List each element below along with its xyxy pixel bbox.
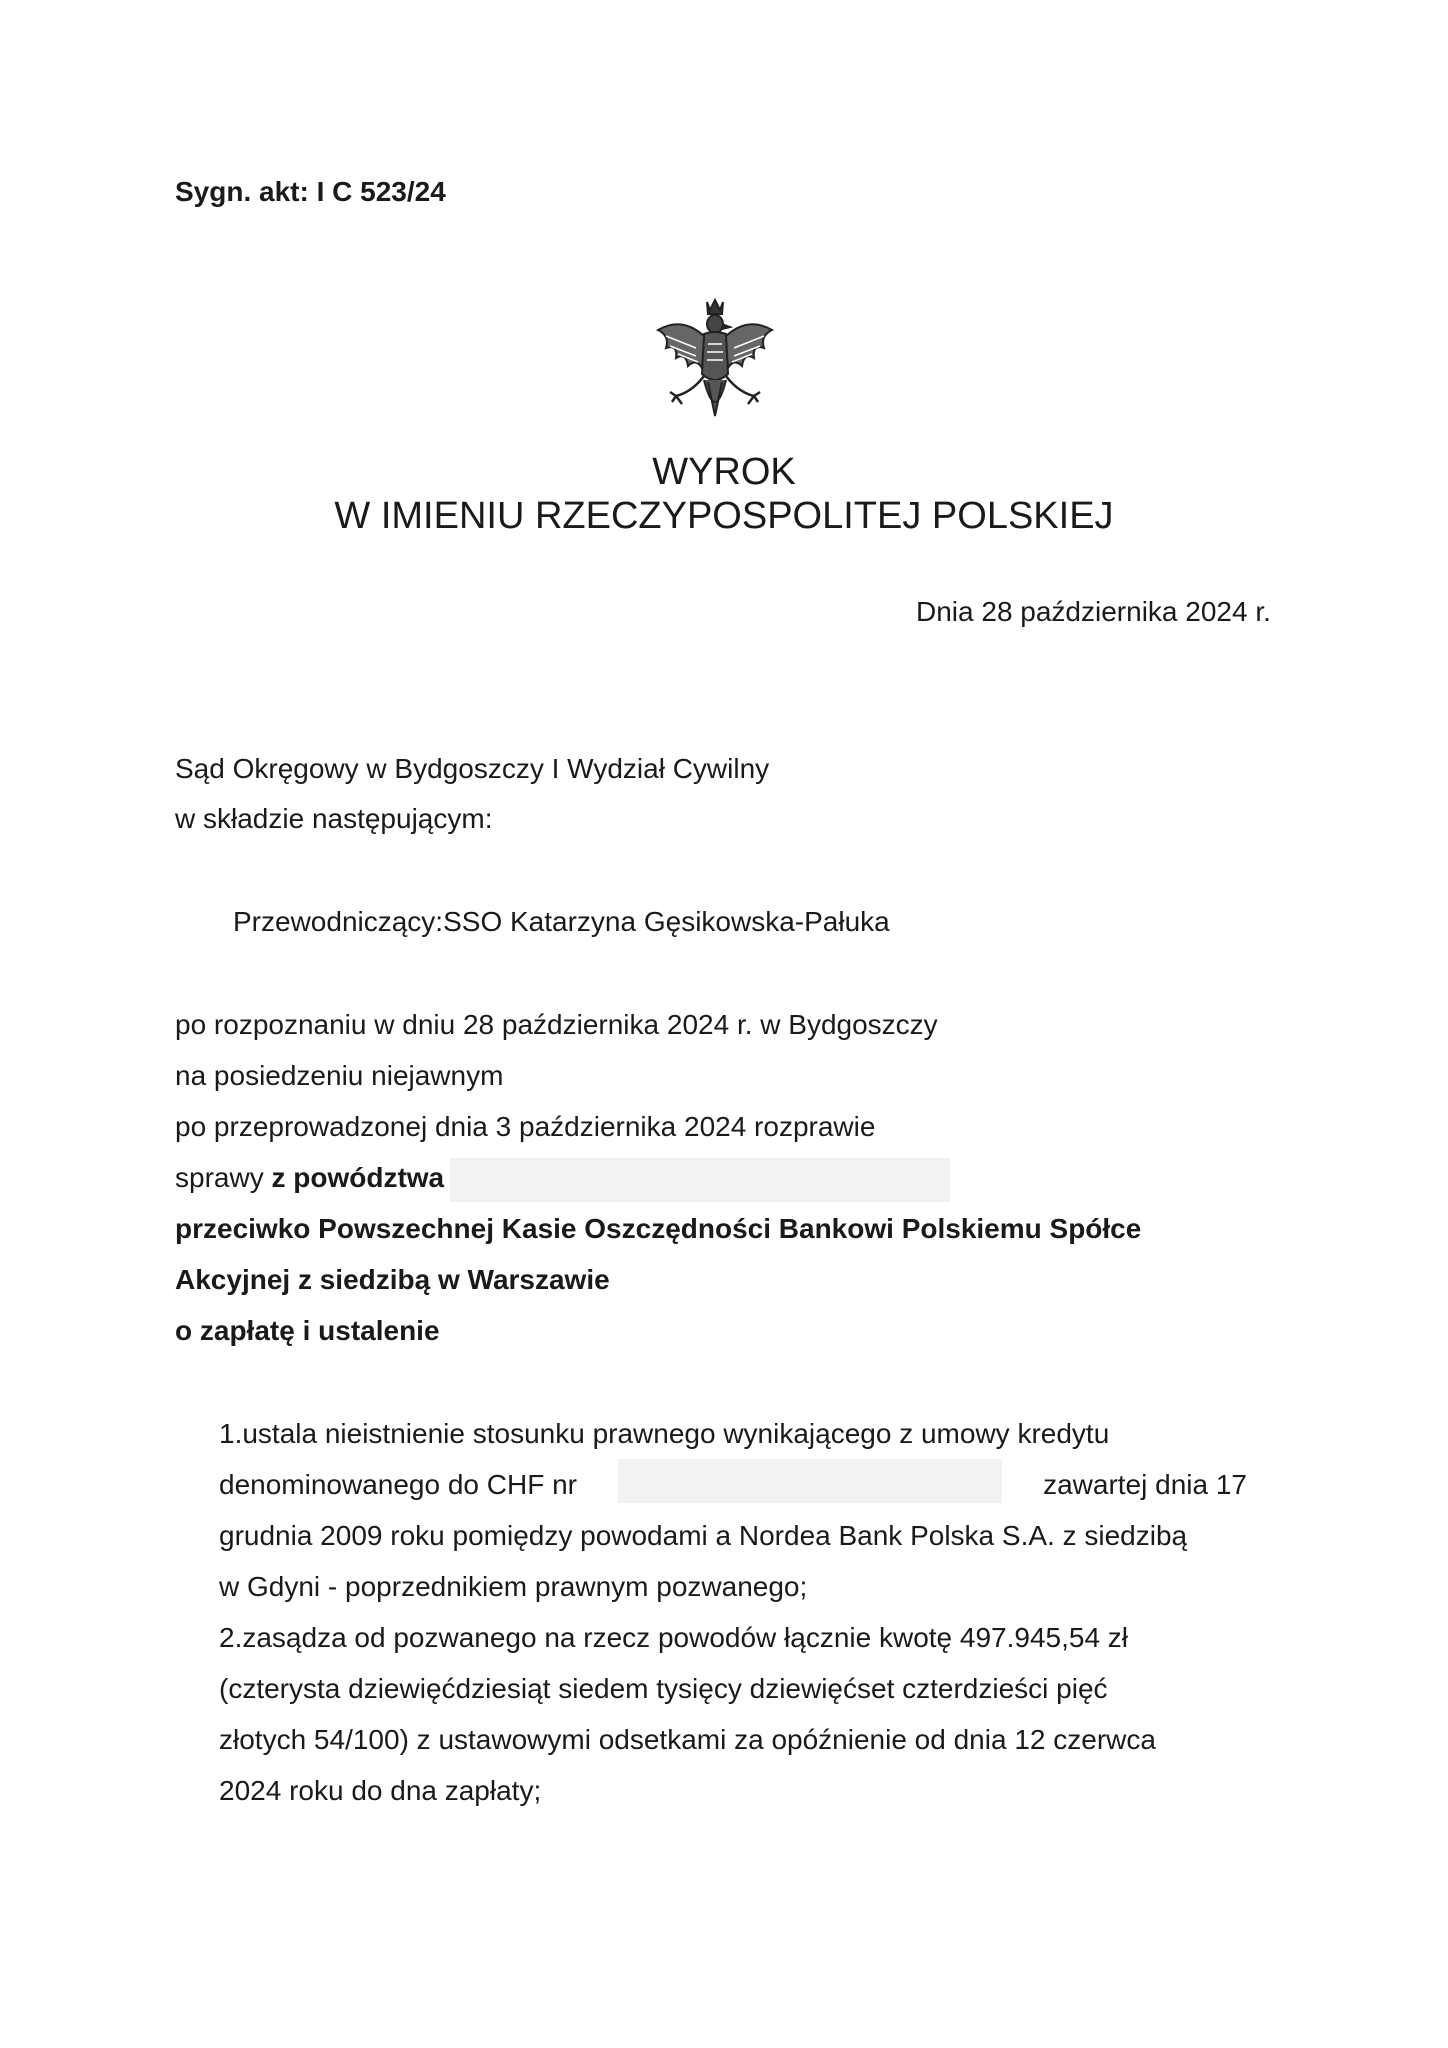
presiding-label: Przewodniczący: <box>233 906 444 937</box>
proceedings-line-2: na posiedzeniu niejawnym <box>175 1060 504 1091</box>
plaintiff-prefix: sprawy <box>175 1162 272 1193</box>
court-composition: w składzie następującym: <box>175 803 493 834</box>
presiding-judge <box>233 896 890 947</box>
ruling-section <box>219 1408 1247 1816</box>
contract-text-before: denominowanego do CHF nr <box>219 1469 577 1500</box>
judge-name: SSO Katarzyna Gęsikowska-Pałuka <box>443 906 890 937</box>
plaintiff-label: z powództwa <box>271 1162 445 1193</box>
contract-text-after: zawartej dnia 17 <box>1043 1469 1247 1500</box>
redacted-plaintiff <box>450 1158 950 1202</box>
case-number: Sygn. akt: I C 523/24 <box>175 176 446 207</box>
judgment-date: Dnia 28 października 2024 r. <box>916 596 1271 627</box>
ruling-point-1-line-3: grudnia 2009 roku pomiędzy powodami a Nordea Bank Polska S.A. z siedzibą <box>219 1520 1188 1551</box>
polish-eagle-emblem-icon <box>652 296 778 432</box>
court-name: Sąd Okręgowy w Bydgoszczy I Wydział Cywilny <box>175 753 770 784</box>
ruling-point-2-line-1: 2.zasądza od pozwanego na rzecz powodów łącznie kwotę 497.945,54 zł <box>219 1622 1129 1653</box>
ruling-point-2-line-3: złotych 54/100) z ustawowymi odsetkami za opóźnienie od dnia 12 czerwca <box>219 1724 1156 1755</box>
ruling-point-1-line-2 <box>219 1459 1247 1510</box>
proceedings-line-1: po rozpoznaniu w dniu 28 października 2024 r. w Bydgoszczy <box>175 1009 938 1040</box>
ruling-point-2-line-4: 2024 roku do dna zapłaty; <box>219 1775 542 1806</box>
plaintiff-line <box>175 1152 950 1203</box>
document-subtitle: W IMIENIU RZECZYPOSPOLITEJ POLSKIEJ <box>334 495 1114 537</box>
defendant-line-1: przeciwko Powszechnej Kasie Oszczędności Bankowi Polskiemu Spółce <box>175 1213 1142 1244</box>
ruling-point-1-line-4: w Gdyni - poprzednikiem prawnym pozwanego; <box>219 1571 808 1602</box>
proceedings-line-3: po przeprowadzonej dnia 3 października 2024 rozprawie <box>175 1111 876 1142</box>
redacted-contract-number <box>618 1459 1002 1503</box>
ruling-point-1-line-1: 1.ustala nieistnienie stosunku prawnego wynikającego z umowy kredytu <box>219 1418 1110 1449</box>
case-subject: o zapłatę i ustalenie <box>175 1315 440 1346</box>
document-title: WYROK <box>652 451 796 493</box>
defendant-line-2: Akcyjnej z siedzibą w Warszawie <box>175 1264 610 1295</box>
ruling-point-2-line-2: (czterysta dziewięćdziesiąt siedem tysięcy dziewięćset czterdzieści pięć <box>219 1673 1108 1704</box>
